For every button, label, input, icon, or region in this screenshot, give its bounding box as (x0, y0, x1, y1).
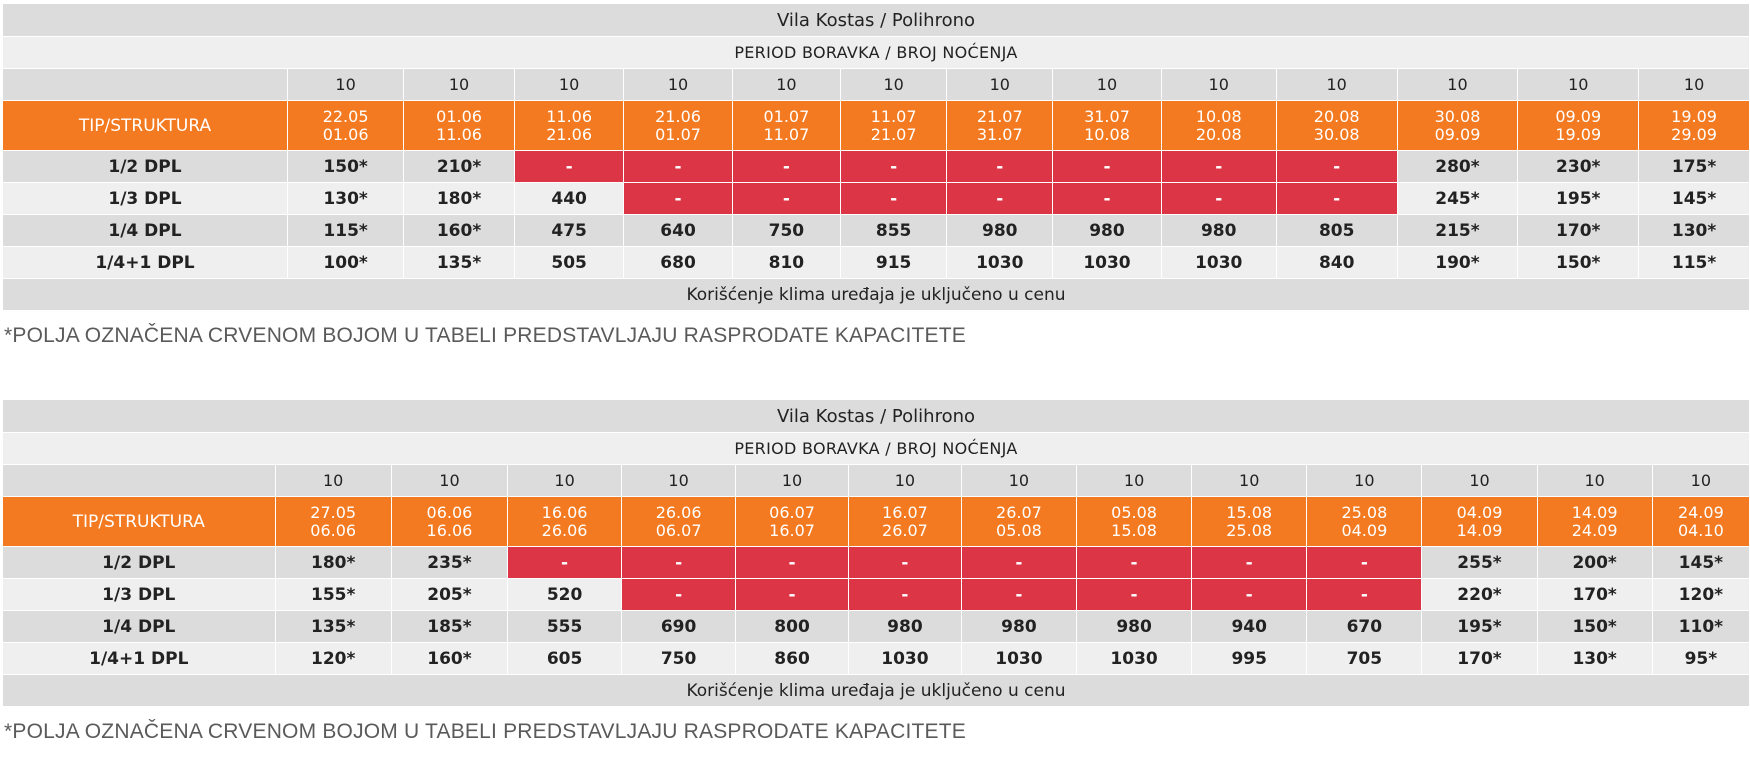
sold-out-cell: - (1053, 183, 1161, 215)
room-type-label: 1/2 DPL (3, 547, 275, 579)
price-cell: 1030 (848, 643, 961, 675)
table-title: Vila Kostas / Polihrono (3, 400, 1750, 433)
period-to: 21.07 (870, 124, 917, 144)
period-header-cell (841, 101, 947, 151)
period-from: 21.07 (976, 106, 1023, 126)
sold-out-cell: - (732, 183, 840, 215)
period-from: 19.09 (1671, 106, 1717, 126)
period-from: 11.07 (870, 106, 917, 126)
price-table (3, 4, 1750, 311)
price-cell: 640 (624, 215, 732, 247)
price-cell: 980 (961, 611, 1076, 643)
price-cell: 840 (1276, 247, 1397, 279)
nights-cell: 10 (1422, 465, 1537, 497)
price-cell: 185* (391, 611, 507, 643)
room-type-label: 1/4+1 DPL (3, 643, 275, 675)
period-header-cell (404, 101, 515, 151)
price-cell: 200* (1537, 547, 1652, 579)
period-header-cell (1537, 497, 1652, 547)
period-header-cell (1161, 101, 1276, 151)
period-from: 15.08 (1226, 502, 1273, 522)
nights-cell: 10 (848, 465, 961, 497)
price-cell: 215* (1397, 215, 1518, 247)
type-structure-header: TIP/STRUKTURA (3, 497, 275, 547)
sold-out-cell: - (841, 183, 947, 215)
period-header-cell (947, 101, 1053, 151)
price-cell: 670 (1307, 611, 1422, 643)
price-cell: 130* (1639, 215, 1750, 247)
price-cell: 860 (736, 643, 849, 675)
period-to: 06.07 (655, 520, 702, 540)
price-cell: 150* (1518, 247, 1639, 279)
sold-out-cell: - (961, 547, 1076, 579)
period-to: 09.09 (1434, 124, 1481, 144)
nights-cell: 10 (1639, 69, 1750, 101)
period-from: 04.09 (1456, 502, 1503, 522)
price-cell: 245* (1397, 183, 1518, 215)
period-header-cell (624, 101, 732, 151)
period-header-cell (1422, 497, 1537, 547)
price-cell: 1030 (961, 643, 1076, 675)
nights-cell: 10 (1307, 465, 1422, 497)
sold-out-cell: - (736, 547, 849, 579)
price-table-section-2 (3, 400, 1750, 744)
price-cell: 135* (404, 247, 515, 279)
period-to: 30.08 (1313, 124, 1360, 144)
period-from: 30.08 (1434, 106, 1481, 126)
period-to: 20.08 (1195, 124, 1242, 144)
nights-cell: 10 (1276, 69, 1397, 101)
period-from: 26.07 (996, 502, 1042, 522)
date-header-row (3, 101, 1750, 151)
nights-cell: 10 (622, 465, 736, 497)
period-header-cell (1192, 497, 1307, 547)
period-from: 25.08 (1341, 502, 1388, 522)
period-header-cell (1652, 497, 1749, 547)
sold-out-cell: - (622, 579, 736, 611)
price-cell: 520 (508, 579, 622, 611)
sold-out-cell: - (1276, 151, 1397, 183)
table-title: Vila Kostas / Polihrono (3, 4, 1750, 37)
sold-out-cell: - (848, 547, 961, 579)
type-structure-header: TIP/STRUKTURA (3, 101, 287, 151)
price-row (3, 611, 1750, 643)
sold-out-cell: - (1161, 183, 1276, 215)
nights-cell: 10 (508, 465, 622, 497)
nights-cell: 10 (404, 69, 515, 101)
period-to: 11.06 (436, 124, 482, 144)
nights-cell: 10 (287, 69, 403, 101)
price-cell: 180* (404, 183, 515, 215)
period-from: 05.08 (1111, 502, 1157, 522)
period-header-cell (848, 497, 961, 547)
period-from: 27.05 (310, 502, 357, 522)
period-header-cell (287, 101, 403, 151)
sold-out-cell: - (947, 183, 1053, 215)
period-header-cell (1276, 101, 1397, 151)
period-to: 14.09 (1456, 520, 1503, 540)
period-from: 22.05 (322, 106, 369, 126)
price-cell: 980 (1161, 215, 1276, 247)
sold-out-cell: - (1192, 579, 1307, 611)
period-header-cell (391, 497, 507, 547)
sold-out-cell: - (622, 547, 736, 579)
sold-out-cell: - (514, 151, 624, 183)
nights-cell: 10 (1161, 69, 1276, 101)
nights-cell: 10 (961, 465, 1076, 497)
sold-out-legend-note: *POLJA OZNAČENA CRVENOM BOJOM U TABELI PREDSTAVLJAJU RASPRODATE KAPACITETE (4, 720, 966, 743)
period-header-cell (1307, 497, 1422, 547)
sold-out-legend-note: *POLJA OZNAČENA CRVENOM BOJOM U TABELI PREDSTAVLJAJU RASPRODATE KAPACITETE (4, 324, 966, 347)
price-cell: 980 (1077, 611, 1192, 643)
period-to: 01.07 (655, 124, 701, 144)
price-cell: 475 (514, 215, 624, 247)
price-cell: 195* (1422, 611, 1537, 643)
period-to: 16.06 (426, 520, 473, 540)
period-from: 11.06 (546, 106, 593, 126)
price-cell: 690 (622, 611, 736, 643)
price-cell: 130* (287, 183, 403, 215)
period-to: 26.07 (882, 520, 928, 540)
price-cell: 605 (508, 643, 622, 675)
period-subtitle: PERIOD BORAVKA / BROJ NOĆENJA (3, 37, 1750, 69)
price-cell: 800 (736, 611, 849, 643)
period-header-cell (1053, 101, 1161, 151)
period-from: 31.07 (1084, 106, 1130, 126)
period-to: 19.09 (1555, 124, 1602, 144)
price-cell: 750 (732, 215, 840, 247)
nights-cell: 10 (275, 465, 391, 497)
period-to: 31.07 (976, 124, 1023, 144)
period-to: 21.06 (546, 124, 593, 144)
price-table-section-1 (3, 4, 1750, 348)
nights-cell: 10 (1192, 465, 1307, 497)
price-cell: 135* (275, 611, 391, 643)
price-table (3, 400, 1750, 707)
period-from: 26.06 (655, 502, 702, 522)
nights-cell: 10 (732, 69, 840, 101)
price-cell: 150* (1537, 611, 1652, 643)
price-cell: 205* (391, 579, 507, 611)
price-cell: 150* (287, 151, 403, 183)
period-from: 20.08 (1313, 106, 1360, 126)
period-from: 14.09 (1571, 502, 1618, 522)
sold-out-cell: - (848, 579, 961, 611)
price-cell: 980 (1053, 215, 1161, 247)
price-cell: 1030 (1161, 247, 1276, 279)
price-cell: 180* (275, 547, 391, 579)
period-to: 15.08 (1111, 520, 1157, 540)
room-type-label: 1/2 DPL (3, 151, 287, 183)
period-from: 16.07 (882, 502, 928, 522)
price-cell: 120* (1652, 579, 1749, 611)
sold-out-cell: - (1192, 547, 1307, 579)
price-cell: 160* (404, 215, 515, 247)
price-cell: 145* (1639, 183, 1750, 215)
nights-cell: 10 (624, 69, 732, 101)
price-row (3, 215, 1750, 247)
period-header-cell (508, 497, 622, 547)
price-cell: 680 (624, 247, 732, 279)
sold-out-cell: - (1276, 183, 1397, 215)
nights-cell: 10 (1652, 465, 1749, 497)
sold-out-cell: - (1053, 151, 1161, 183)
price-cell: 980 (848, 611, 961, 643)
sold-out-cell: - (961, 579, 1076, 611)
period-to: 16.07 (769, 520, 815, 540)
period-to: 10.08 (1084, 124, 1130, 144)
period-header-cell (736, 497, 849, 547)
period-header-cell (732, 101, 840, 151)
price-row (3, 547, 1750, 579)
nights-cell: 10 (514, 69, 624, 101)
price-cell: 255* (1422, 547, 1537, 579)
period-to: 29.09 (1671, 124, 1717, 144)
price-cell: 1030 (1053, 247, 1161, 279)
period-to: 04.10 (1677, 520, 1724, 540)
room-type-label: 1/4 DPL (3, 215, 287, 247)
period-to: 26.06 (541, 520, 588, 540)
sold-out-cell: - (841, 151, 947, 183)
date-header-row (3, 497, 1750, 547)
room-type-label: 1/3 DPL (3, 183, 287, 215)
period-from: 09.09 (1555, 106, 1602, 126)
room-type-label: 1/4+1 DPL (3, 247, 287, 279)
period-header-cell (275, 497, 391, 547)
price-row (3, 643, 1750, 675)
period-to: 11.07 (763, 124, 810, 144)
nights-cell: 10 (841, 69, 947, 101)
period-to: 04.09 (1341, 520, 1388, 540)
price-cell: 940 (1192, 611, 1307, 643)
period-header-cell (1639, 101, 1750, 151)
sold-out-cell: - (736, 579, 849, 611)
period-from: 01.06 (436, 106, 482, 126)
sold-out-cell: - (1307, 579, 1422, 611)
sold-out-cell: - (947, 151, 1053, 183)
period-subtitle: PERIOD BORAVKA / BROJ NOĆENJA (3, 433, 1750, 465)
price-cell: 980 (947, 215, 1053, 247)
period-to: 01.06 (322, 124, 369, 144)
period-from: 06.06 (426, 502, 473, 522)
price-cell: 280* (1397, 151, 1518, 183)
sold-out-cell: - (1307, 547, 1422, 579)
period-subtitle-row (3, 37, 1750, 69)
room-type-label: 1/3 DPL (3, 579, 275, 611)
period-from: 01.07 (763, 106, 810, 126)
price-cell: 110* (1652, 611, 1749, 643)
period-to: 24.09 (1571, 520, 1618, 540)
period-header-cell (622, 497, 736, 547)
table-title-row (3, 400, 1750, 433)
period-from: 24.09 (1677, 502, 1724, 522)
sold-out-cell: - (508, 547, 622, 579)
period-from: 06.07 (769, 502, 815, 522)
aircon-included-note: Korišćenje klima uređaja je uključeno u cenu (3, 279, 1750, 311)
price-cell: 100* (287, 247, 403, 279)
price-cell: 210* (404, 151, 515, 183)
price-cell: 175* (1639, 151, 1750, 183)
price-cell: 155* (275, 579, 391, 611)
price-cell: 170* (1422, 643, 1537, 675)
table-footer-row (3, 675, 1750, 707)
price-cell: 805 (1276, 215, 1397, 247)
price-cell: 115* (1639, 247, 1750, 279)
price-cell: 130* (1537, 643, 1652, 675)
price-cell: 505 (514, 247, 624, 279)
nights-row (3, 465, 1750, 497)
period-to: 06.06 (310, 520, 357, 540)
price-cell: 230* (1518, 151, 1639, 183)
nights-cell: 10 (1518, 69, 1639, 101)
period-from: 21.06 (655, 106, 701, 126)
period-header-cell (961, 497, 1076, 547)
price-cell: 145* (1652, 547, 1749, 579)
sold-out-cell: - (1077, 547, 1192, 579)
nights-row-label (3, 465, 275, 497)
table-footer-row (3, 279, 1750, 311)
sold-out-cell: - (732, 151, 840, 183)
price-cell: 750 (622, 643, 736, 675)
price-cell: 170* (1518, 215, 1639, 247)
nights-cell: 10 (947, 69, 1053, 101)
price-row (3, 247, 1750, 279)
aircon-included-note: Korišćenje klima uređaja je uključeno u cenu (3, 675, 1750, 707)
nights-row-label (3, 69, 287, 101)
price-cell: 1030 (1077, 643, 1192, 675)
price-cell: 995 (1192, 643, 1307, 675)
price-cell: 220* (1422, 579, 1537, 611)
sold-out-cell: - (624, 183, 732, 215)
price-row (3, 151, 1750, 183)
room-type-label: 1/4 DPL (3, 611, 275, 643)
period-header-cell (1397, 101, 1518, 151)
nights-row (3, 69, 1750, 101)
nights-cell: 10 (1537, 465, 1652, 497)
price-cell: 705 (1307, 643, 1422, 675)
price-cell: 115* (287, 215, 403, 247)
nights-cell: 10 (1053, 69, 1161, 101)
nights-cell: 10 (391, 465, 507, 497)
period-header-cell (1077, 497, 1192, 547)
period-from: 16.06 (541, 502, 588, 522)
price-cell: 440 (514, 183, 624, 215)
price-row (3, 183, 1750, 215)
price-cell: 855 (841, 215, 947, 247)
price-cell: 555 (508, 611, 622, 643)
period-subtitle-row (3, 433, 1750, 465)
price-cell: 95* (1652, 643, 1749, 675)
sold-out-cell: - (624, 151, 732, 183)
price-cell: 1030 (947, 247, 1053, 279)
sold-out-cell: - (1161, 151, 1276, 183)
period-to: 25.08 (1226, 520, 1273, 540)
price-cell: 915 (841, 247, 947, 279)
price-cell: 810 (732, 247, 840, 279)
price-row (3, 579, 1750, 611)
period-header-cell (1518, 101, 1639, 151)
period-from: 10.08 (1195, 106, 1242, 126)
nights-cell: 10 (736, 465, 849, 497)
period-to: 05.08 (996, 520, 1042, 540)
price-cell: 170* (1537, 579, 1652, 611)
nights-cell: 10 (1077, 465, 1192, 497)
sold-out-cell: - (1077, 579, 1192, 611)
price-cell: 160* (391, 643, 507, 675)
price-cell: 195* (1518, 183, 1639, 215)
nights-cell: 10 (1397, 69, 1518, 101)
price-cell: 120* (275, 643, 391, 675)
period-header-cell (514, 101, 624, 151)
price-cell: 190* (1397, 247, 1518, 279)
table-title-row (3, 4, 1750, 37)
price-cell: 235* (391, 547, 507, 579)
